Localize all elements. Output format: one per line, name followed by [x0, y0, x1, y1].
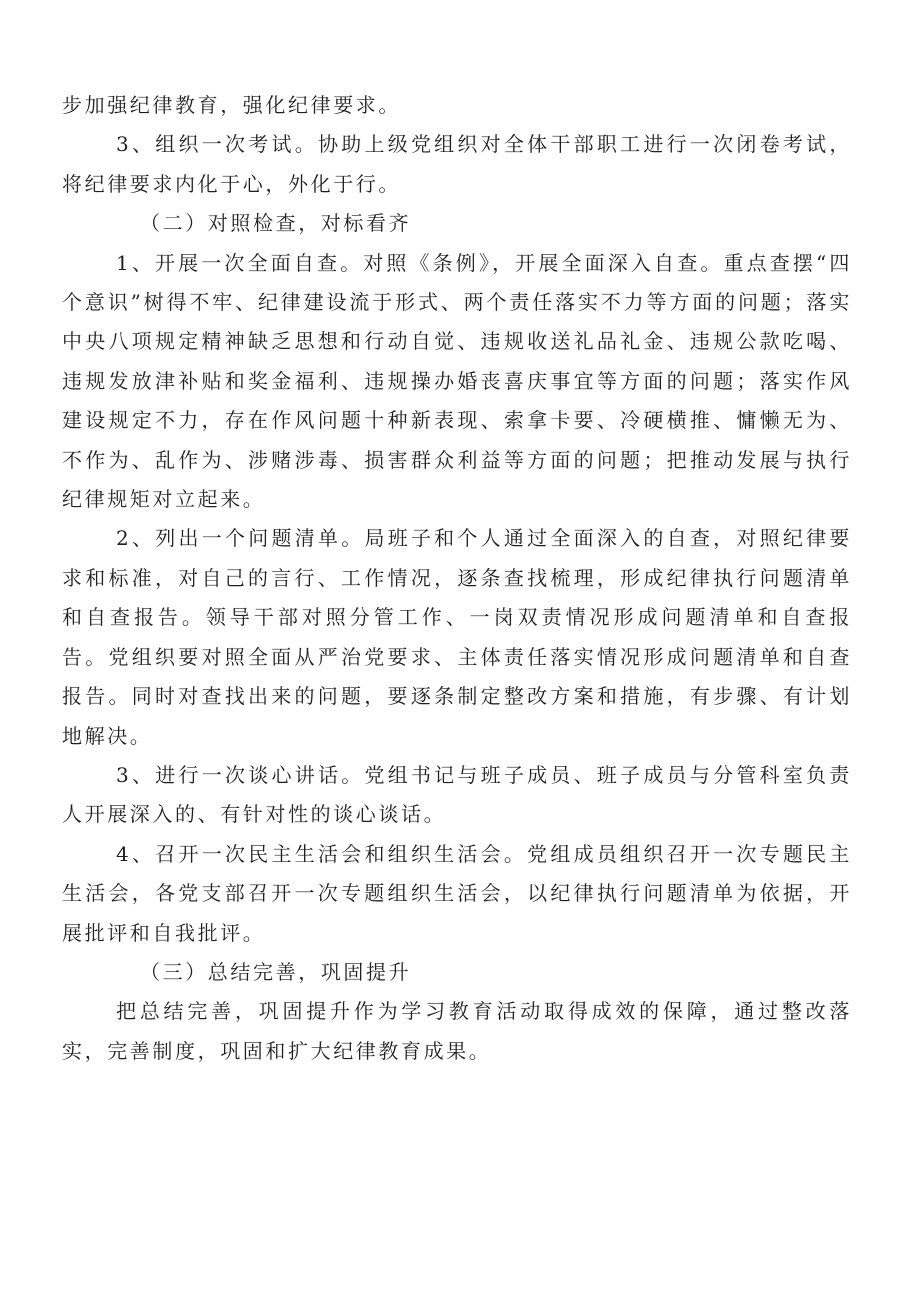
- paragraph-summary: 把总结完善，巩固提升作为学习教育活动取得成效的保障，通过整改落实，完善制度，巩固和扩大纪律教育成果。: [62, 999, 852, 1063]
- document-body: [62, 86, 852, 1071]
- paragraph-meeting: 4、召开一次民主生活会和组织生活会。党组成员组织召开一次专题民主生活会，各党支部召开一次专题组织生活会，以纪律执行问题清单为依据，开展批评和自我批评。: [62, 841, 852, 945]
- paragraph-exam: 3、组织一次考试。协助上级党组织对全体干部职工进行一次闭卷考试，将纪律要求内化于心，外化于行。: [62, 132, 852, 196]
- paragraph-talk: 3、进行一次谈心讲话。党组书记与班子成员、班子成员与分管科室负责人开展深入的、有针对性的谈心谈话。: [62, 762, 852, 827]
- section-heading-3: （三）总结完善，巩固提升: [140, 959, 412, 984]
- paragraph-problem-list: 2、列出一个问题清单。局班子和个人通过全面深入的自查，对照纪律要求和标准，对自己的言行、工作情况，逐条查找梳理，形成纪律执行问题清单和自查报告。领导干部对照分管工作、一岗双责情况形成问题清单和自查报告。党组织要对照全面从严治党要求、主体责任落实情况形成问题清单和自查报告。同时对查找出来的问题，要逐条制定整改方案和措施，有步骤、有计划地解决。: [62, 526, 852, 748]
- section-heading-2: （二）对照检查，对标看齐: [140, 211, 412, 236]
- paragraph-continuation: 步加强纪律教育，强化纪律要求。: [62, 93, 401, 117]
- paragraph-self-check: 1、开展一次全面自查。对照《条例》，开展全面深入自查。重点查摆“四个意识”树得不牢、纪律建设流于形式、两个责任落实不力等方面的问题；落实中央八项规定精神缺乏思想和行动自觉、违规收送礼品礼金、违规公款吃喝、违规发放津补贴和奖金福利、违规操办婚丧喜庆事宜等方面的问题；落实作风建设规定不力，存在作风问题十种新表现、索拿卡要、冷硬横推、慵懒无为、不作为、乱作为、涉赌涉毒、损害群众利益等方面的问题；把推动发展与执行纪律规矩对立起来。: [62, 250, 852, 512]
